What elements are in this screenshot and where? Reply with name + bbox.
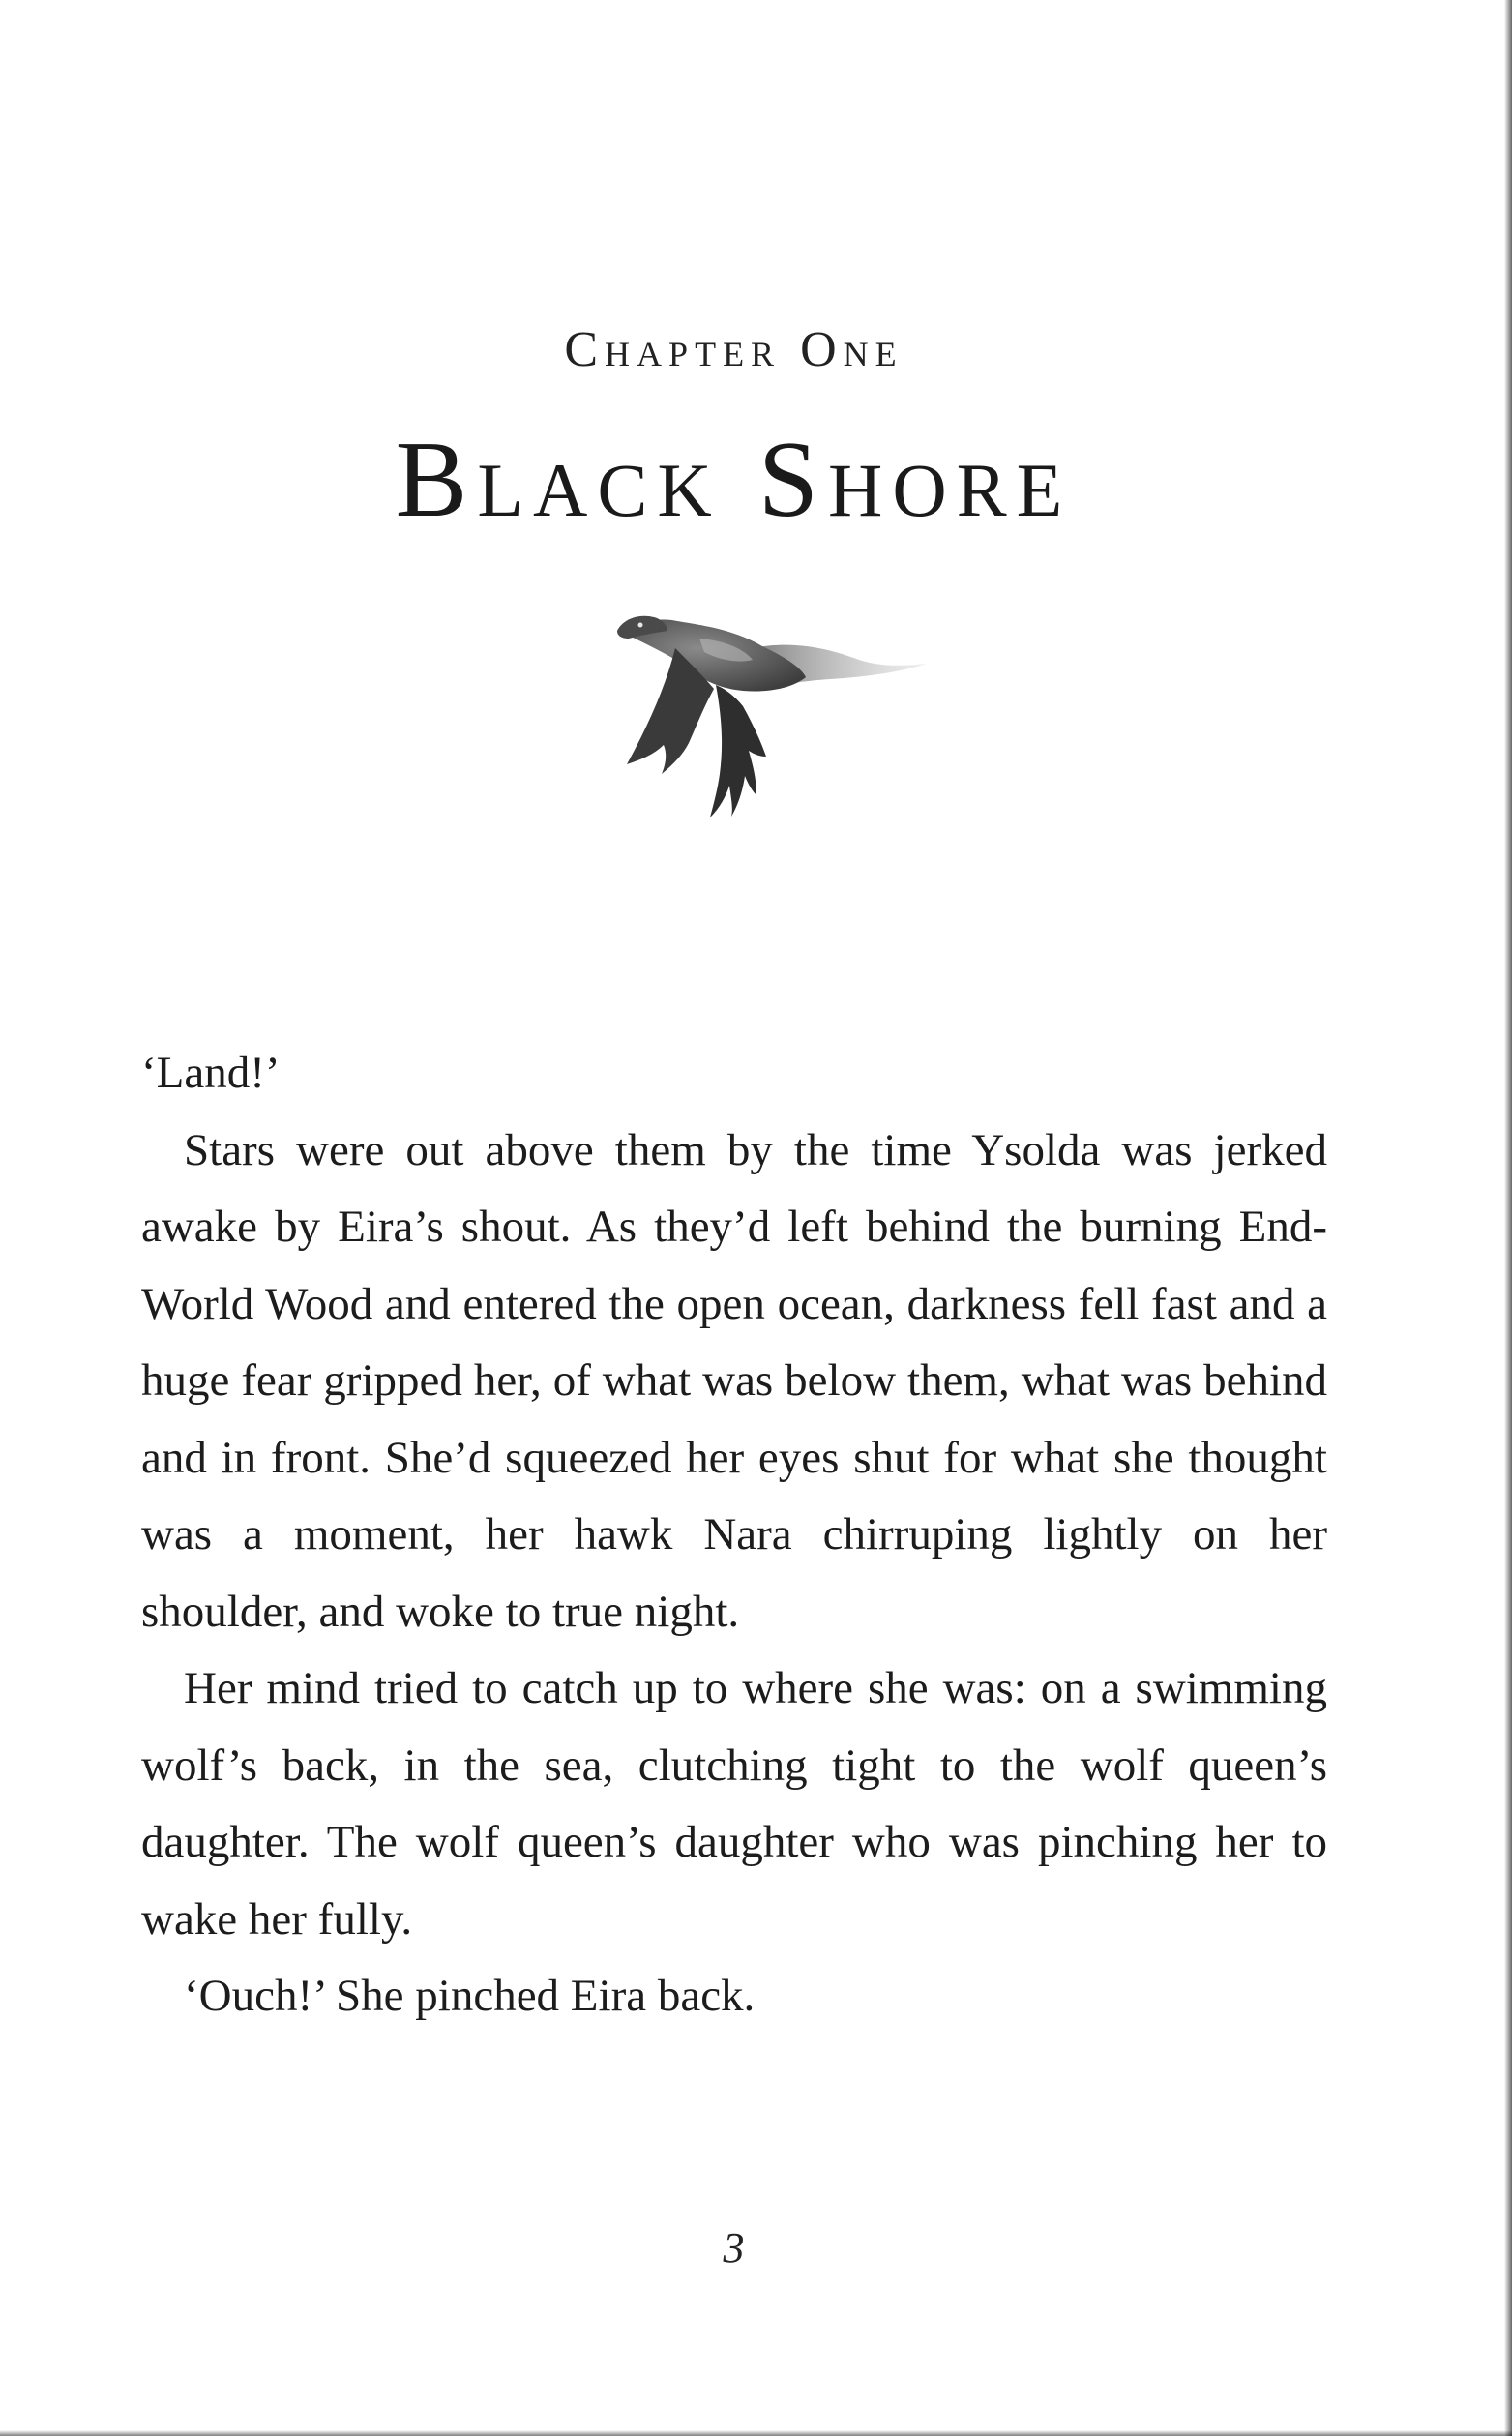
page-bottom-shadow: [0, 2430, 1512, 2436]
page-edge-shadow: [1504, 0, 1512, 2436]
body-text: [141, 1035, 1327, 2035]
chapter-title: Black Shore: [395, 420, 1073, 540]
page-number: 3: [723, 2224, 745, 2272]
chapter-label: Chapter One: [564, 322, 904, 377]
paragraph: ‘Ouch!’ She pinched Eira back.: [184, 1971, 756, 2021]
paragraph: Stars were out above them by the time Ysolda was jerked awake by Eira’s shout. As they’d left behind the burning End-World Wood and entered the open ocean, darkness fell fast and a huge fear gripped her, of what was below them, what was behind and in front. She’d squeezed her eyes shut for what she thought was a moment, her hawk Nara chirruping lightly on her shoulder, and woke to true night.: [141, 1124, 1327, 1637]
hawk-in-flight-icon: [608, 609, 936, 822]
paragraph: Her mind tried to catch up to where she was: on a swimming wolf’s back, in the sea, clutching tight to the wolf queen’s daughter. The wolf queen’s daughter who was pinching her to wake her fully.: [141, 1663, 1327, 1945]
paragraph: ‘Land!’: [141, 1048, 281, 1098]
